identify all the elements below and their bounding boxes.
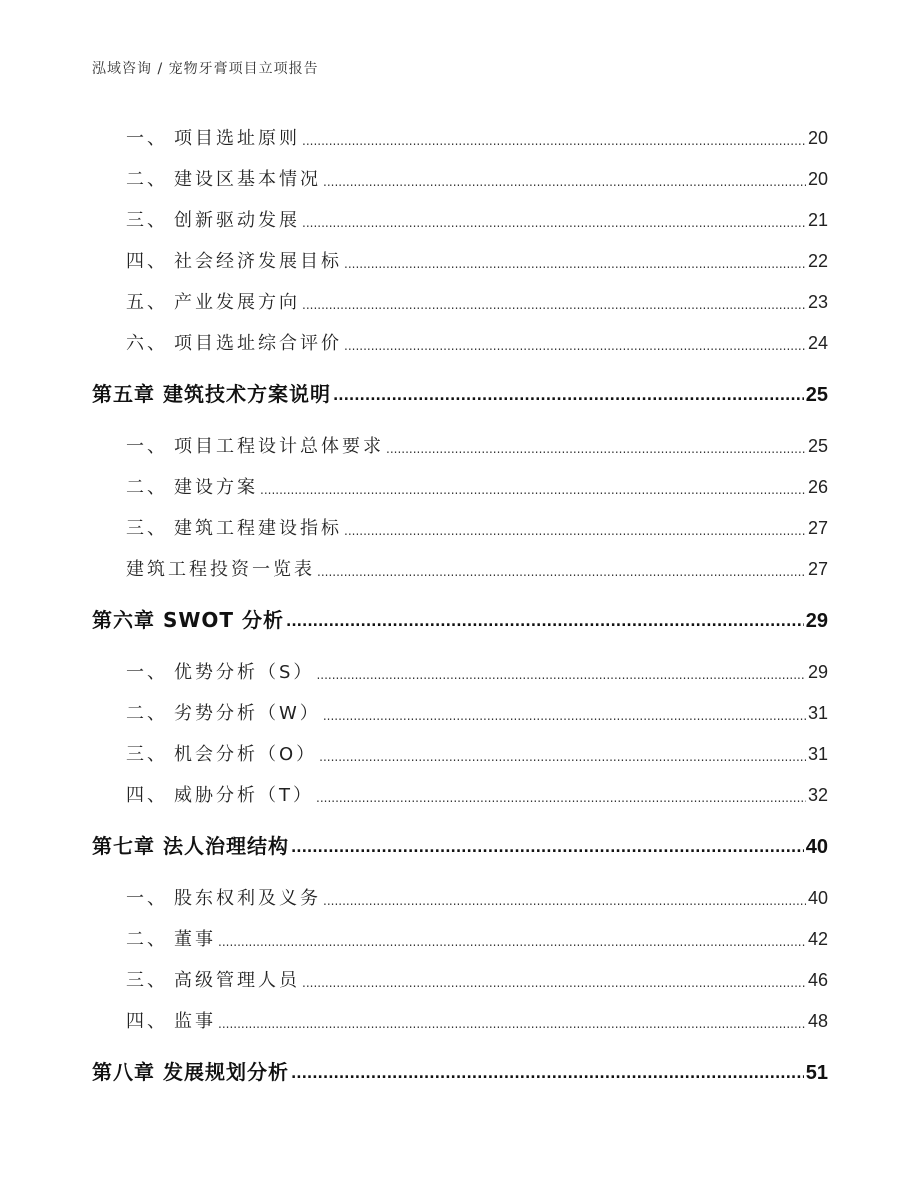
toc-entry-label: 四、 威胁分析（T） (126, 785, 314, 806)
leader-dots (333, 389, 804, 403)
toc-page-number: 32 (807, 785, 828, 805)
toc-entry-label: 四、 社会经济发展目标 (126, 251, 342, 272)
leader-dots (302, 135, 806, 147)
toc-entry-label: 二、 建设区基本情况 (126, 169, 321, 190)
toc-entry[interactable] (126, 884, 828, 910)
toc-page-number: 42 (807, 929, 828, 949)
toc-page-number: 29 (805, 610, 828, 632)
leader-dots (316, 669, 806, 681)
leader-dots (316, 792, 806, 804)
leader-dots (344, 525, 806, 537)
toc-entry[interactable] (126, 966, 828, 992)
toc-entry-label: 四、 监事 (126, 1011, 216, 1032)
leader-dots (218, 936, 806, 948)
toc-entry-label: 三、 建筑工程建设指标 (126, 518, 342, 539)
toc-entry[interactable] (126, 124, 828, 150)
toc-entry[interactable] (126, 288, 828, 314)
toc-page-number: 24 (807, 333, 828, 353)
toc-entry[interactable] (126, 555, 828, 581)
toc-page-number: 40 (805, 836, 828, 858)
toc-entry-label: 三、 高级管理人员 (126, 970, 300, 991)
leader-dots (323, 176, 806, 188)
leader-dots (323, 710, 806, 722)
toc-page-number: 26 (807, 477, 828, 497)
toc-entry[interactable] (126, 699, 828, 725)
toc-entry[interactable] (126, 740, 828, 766)
leader-dots (286, 615, 804, 629)
leader-dots (386, 443, 806, 455)
leader-dots (302, 217, 806, 229)
toc-chapter-label: 第六章 SWOT 分析 (92, 608, 285, 632)
toc-page-number: 27 (807, 559, 828, 579)
leader-dots (302, 977, 806, 989)
toc-page-number: 31 (807, 703, 828, 723)
toc-entry[interactable] (126, 925, 828, 951)
leader-dots (302, 299, 806, 311)
toc-page-number: 23 (807, 292, 828, 312)
toc-entry-label: 二、 董事 (126, 929, 216, 950)
toc-entry-label: 一、 项目工程设计总体要求 (126, 436, 384, 457)
toc-entry[interactable] (126, 206, 828, 232)
toc-page-number: 29 (807, 662, 828, 682)
toc-page-number: 46 (807, 970, 828, 990)
toc-entry[interactable] (126, 165, 828, 191)
toc-entry-label: 三、 创新驱动发展 (126, 210, 300, 231)
toc-entry[interactable] (126, 247, 828, 273)
toc-entry[interactable] (126, 781, 828, 807)
leader-dots (344, 340, 806, 352)
leader-dots (218, 1018, 806, 1030)
toc-entry-label: 一、 股东权利及义务 (126, 888, 321, 909)
toc-page-number: 51 (805, 1062, 828, 1084)
toc-entry-label: 一、 项目选址原则 (126, 128, 300, 149)
toc-entry[interactable] (126, 329, 828, 355)
toc-entry[interactable] (126, 658, 828, 684)
toc-entry-label: 六、 项目选址综合评价 (126, 333, 342, 354)
leader-dots (291, 1067, 804, 1081)
leader-dots (317, 566, 806, 578)
toc-entry[interactable] (126, 473, 828, 499)
toc-chapter[interactable] (92, 378, 828, 407)
leader-dots (291, 841, 804, 855)
toc-entry[interactable] (126, 432, 828, 458)
toc-entry-label: 建筑工程投资一览表 (126, 559, 315, 580)
leader-dots (344, 258, 806, 270)
running-header: 泓域咨询 / 宠物牙膏项目立项报告 (92, 61, 319, 77)
toc-entry-label: 一、 优势分析（S） (126, 662, 315, 683)
toc-page-number: 48 (807, 1011, 828, 1031)
toc-page-number: 31 (807, 744, 828, 764)
toc-page-number: 22 (807, 251, 828, 271)
toc-entry[interactable] (126, 514, 828, 540)
toc-chapter-label: 第七章 法人治理结构 (92, 834, 289, 858)
leader-dots (319, 751, 806, 763)
toc-chapter-label: 第五章 建筑技术方案说明 (92, 382, 331, 406)
toc-entry[interactable] (126, 1007, 828, 1033)
toc-entry-label: 三、 机会分析（O） (126, 744, 318, 765)
toc-page-number: 40 (807, 888, 828, 908)
toc-chapter[interactable] (92, 604, 828, 633)
toc-chapter[interactable] (92, 830, 828, 859)
toc-entry-label: 二、 劣势分析（W） (126, 703, 321, 724)
toc-page-number: 20 (807, 169, 828, 189)
toc-page-number: 27 (807, 518, 828, 538)
leader-dots (260, 484, 806, 496)
toc-page-number: 25 (807, 436, 828, 456)
leader-dots (323, 895, 806, 907)
toc-page-number: 25 (805, 384, 828, 406)
toc-entry-label: 二、 建设方案 (126, 477, 258, 498)
toc-page-number: 21 (807, 210, 828, 230)
toc-page-number: 20 (807, 128, 828, 148)
toc-chapter[interactable] (92, 1056, 828, 1085)
toc-chapter-label: 第八章 发展规划分析 (92, 1060, 289, 1084)
toc-entry-label: 五、 产业发展方向 (126, 292, 300, 313)
